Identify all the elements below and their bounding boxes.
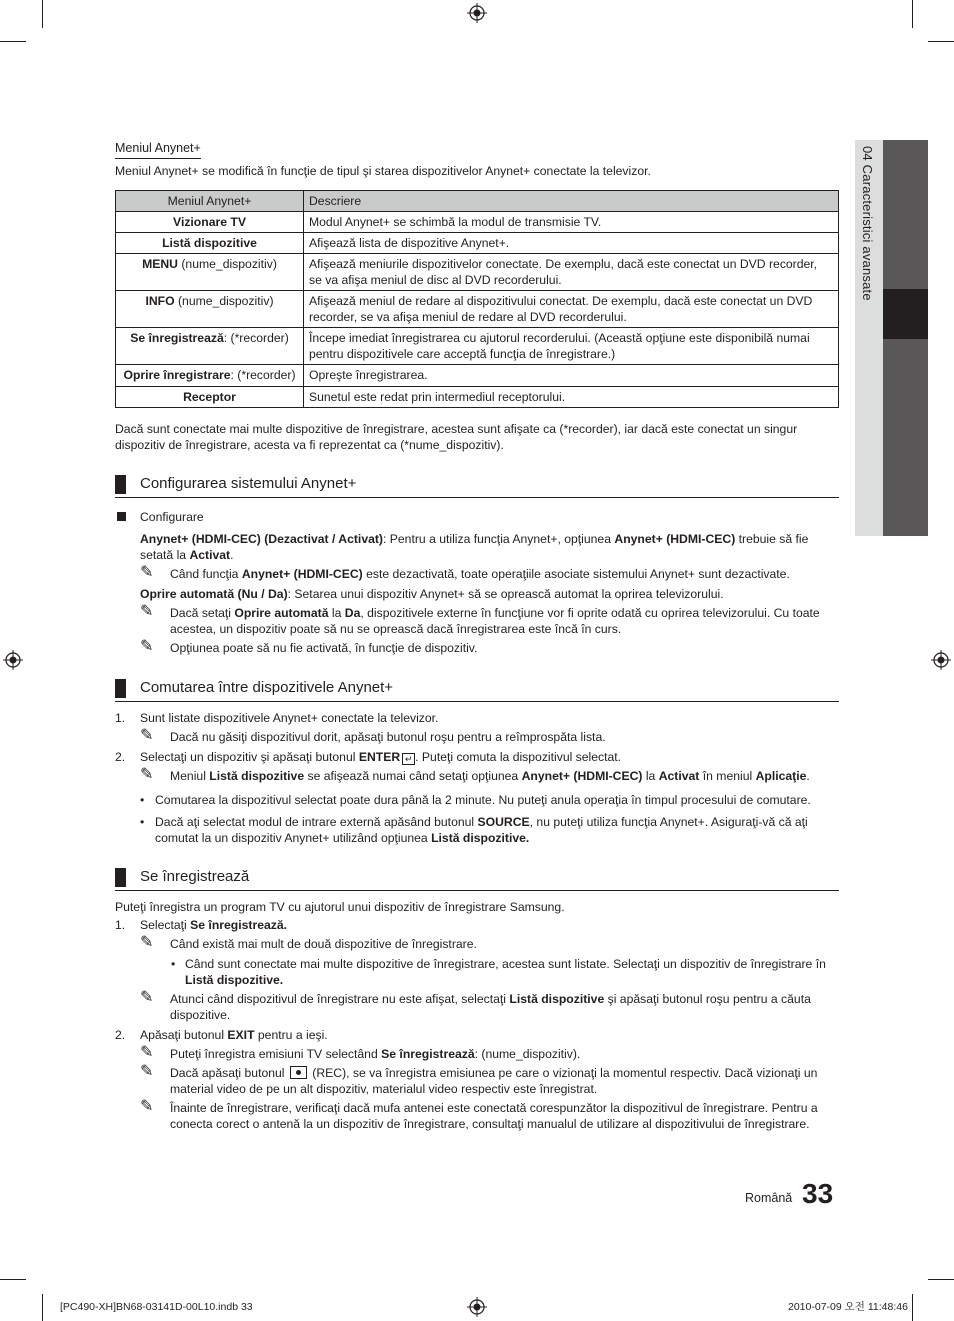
note-pencil-icon: ✎ <box>140 564 154 582</box>
table-cell-description: Începe imediat înregistrarea cu ajutorul recorderului. (Această opţiune este disponibilă numai pentru dispozitivele care acceptă funcţia de înregistrare.) <box>304 328 839 365</box>
section-heading-recording: Se înregistrează <box>115 866 839 891</box>
registration-mark-left-icon <box>3 650 23 670</box>
step-2-switching: 2. Selectaţi un dispozitiv şi apăsaţi butonul ENTER ↵ . Puteţi comuta la dispozitivul selectat. <box>115 749 622 764</box>
table-cell-description: Sunetul este redat prin intermediul receptorului. <box>304 386 839 407</box>
table-cell-menu: Vizionare TV <box>116 211 304 232</box>
page-content <box>115 140 839 1132</box>
page-number: 33 <box>802 1178 834 1209</box>
note-pencil-icon: ✎ <box>140 638 154 656</box>
anynet-menu-table <box>115 190 839 408</box>
table-footnote: Dacă sunt conectate mai multe dispozitive de înregistrare, acestea sunt afişate ca (*recorder), iar dacă este conectat un singur dispozitiv de înregistrare, acesta va fi reprezentat ca (*nume_dispozitiv). <box>115 421 798 452</box>
table-row <box>116 232 839 253</box>
note-refresh-list: ✎ Dacă nu găsiţi dispozitivul dorit, apăsaţi butonul roşu pentru a reîmprospăta lista. <box>140 726 606 744</box>
table-row <box>116 328 839 365</box>
crop-mark-bottom-left-h <box>0 1279 26 1280</box>
dot-bullet-icon: • <box>140 815 145 830</box>
note-pencil-icon: ✎ <box>140 765 154 783</box>
table-cell-menu: Receptor <box>116 386 304 407</box>
crop-mark-top-right-h <box>928 41 954 42</box>
square-bullet-icon <box>117 512 126 521</box>
table-cell-description: Modul Anynet+ se schimbă la modul de transmisie TV. <box>304 211 839 232</box>
crop-mark-bottom-left-v <box>42 1294 43 1321</box>
recording-intro: Puteţi înregistra un program TV cu ajutorul unui dispozitiv de înregistrare Samsung. <box>115 900 565 915</box>
note-recorder-not-shown: ✎ Atunci când dispozitivul de înregistrare nu este afişat, selectaţi Listă dispozitive şi apăsaţi butonul roşu pentru a căuta dispozitive. <box>140 988 811 1022</box>
crop-mark-top-right-v <box>912 0 913 28</box>
table-cell-description: Afişează meniul de redare al dispozitivului conectat. De exemplu, dacă este conectat un DVD recorder, se va afişa meniul de redare al DVD recorderului. <box>304 291 839 328</box>
menu-section-title: Meniul Anynet+ <box>115 140 201 159</box>
note-record-selection: ✎ Puteţi înregistra emisiuni TV selectând Se înregistrează: (nume_dispozitiv). <box>140 1043 581 1061</box>
note-auto-off: ✎ Dacă setaţi Oprire automată la Da, dispozitivele externe în funcţiune vor fi oprite odată cu oprirea televizorului. Cu toate acestea, un dispozitiv poate să nu se oprească dacă înregistrarea este încă în curs. <box>140 603 820 637</box>
source-mode-bullet: • Dacă aţi selectat modul de intrare externă apăsând butonul SOURCE, nu puteţi utiliza funcţia Anynet+. Asiguraţi-vă că aţi comutat la un dispozitiv Anynet+ utilizând opţiunea Listă dispozitive. <box>140 815 808 846</box>
note-rec-button: ✎ Dacă apăsaţi butonul (REC), se va înregistra emisiunea pe care o vizionaţi la momentul respectiv. Dacă vizionaţi un material video de pe un alt dispozitiv, materialul video respectiv este înregistrat. <box>140 1063 818 1097</box>
section-heading-configuration: Configurarea sistemului Anynet+ <box>115 473 839 498</box>
crop-mark-bottom-right-v <box>912 1294 913 1321</box>
chapter-tab-marker <box>883 289 928 339</box>
note-device-list-menu: ✎ Meniul Listă dispozitive se afişează numai când setaţi opţiunea Anynet+ (HDMI-CEC) la Activat în meniul Aplicaţie. <box>140 765 810 783</box>
note-pencil-icon: ✎ <box>140 988 154 1006</box>
table-cell-description: Afişează lista de dispozitive Anynet+. <box>304 232 839 253</box>
table-cell-menu: INFO (nume_dispozitiv) <box>116 291 304 328</box>
table-row <box>116 291 839 328</box>
table-header-menu: Meniul Anynet+ <box>116 190 304 211</box>
registration-mark-right-icon <box>931 650 951 670</box>
table-cell-menu: Se înregistrează: (*recorder) <box>116 328 304 365</box>
table-row <box>116 365 839 386</box>
table-cell-description: Opreşte înregistrarea. <box>304 365 839 386</box>
note-option-availability: ✎ Opţiunea poate să nu fie activată, în funcţie de dispozitiv. <box>140 638 478 656</box>
crop-mark-bottom-right-h <box>928 1279 954 1280</box>
section-bar-icon <box>115 679 126 698</box>
section-bar-icon <box>115 868 126 887</box>
step-2-recording: 2. Apăsaţi butonul EXIT pentru a ieşi. <box>115 1027 328 1042</box>
note-pencil-icon: ✎ <box>140 1063 154 1081</box>
step-1-recording: 1. Selectaţi Se înregistrează. <box>115 918 288 933</box>
registration-mark-bottom-icon <box>467 1297 487 1317</box>
configure-bullet: Configurare <box>115 509 839 525</box>
switching-duration-bullet: • Comutarea la dispozitivul selectat poate dura până la 2 minute. Nu puteţi anula operaţia în timpul procesului de comutare. <box>140 792 811 807</box>
dot-bullet-icon: • <box>140 792 145 807</box>
note-pencil-icon: ✎ <box>140 934 154 952</box>
note-multiple-recorders: ✎ Când există mai mult de două dispozitive de înregistrare. <box>140 934 477 952</box>
registration-mark-top-icon <box>467 3 487 23</box>
note-pencil-icon: ✎ <box>140 726 154 744</box>
rec-button-icon <box>290 1066 307 1079</box>
anynet-option-description: Anynet+ (HDMI-CEC) (Dezactivat / Activat): Pentru a utiliza funcţia Anynet+, opţiunea Anynet+ (HDMI-CEC) trebuie să fie setată la Activat. <box>140 531 809 562</box>
table-cell-menu: Oprire înregistrare: (*recorder) <box>116 365 304 386</box>
note-pencil-icon: ✎ <box>140 1043 154 1061</box>
table-header-description: Descriere <box>304 190 839 211</box>
table-cell-menu: Listă dispozitive <box>116 232 304 253</box>
crop-mark-top-left-h <box>0 41 26 42</box>
table-header-row <box>116 190 839 211</box>
multiple-recorders-bullet: • Când sunt conectate mai multe dispozitive de înregistrare, acestea sunt listate. Selectaţi un dispozitiv de înregistrare în Listă dispozitive. <box>171 956 826 987</box>
dot-bullet-icon: • <box>171 956 176 971</box>
section-bar-icon <box>115 475 126 494</box>
note-pencil-icon: ✎ <box>140 1098 154 1116</box>
enter-key-icon: ↵ <box>402 753 415 765</box>
table-cell-menu: MENU (nume_dispozitiv) <box>116 253 304 290</box>
auto-off-option-description: Oprire automată (Nu / Da): Setarea unui dispozitiv Anynet+ să se oprească automat la oprirea televizorului. <box>140 587 724 602</box>
print-footer-file: [PC490-XH]BN68-03141D-00L10.indb 33 <box>60 1301 253 1313</box>
note-antenna-check: ✎ Înainte de înregistrare, verificaţi dacă mufa antenei este conectată corespunzător la dispozitivul de înregistrare. Pentru a conecta corect o antenă la un dispozitiv de înregistrare, consultaţi manualul de utilizare al dispozitivului de înregistrare. <box>140 1098 818 1132</box>
crop-mark-top-left-v <box>42 0 43 28</box>
note-anynet-disabled: ✎ Când funcţia Anynet+ (HDMI-CEC) este dezactivată, toate operaţiile asociate sistemului Anynet+ sunt dezactivate. <box>140 564 790 582</box>
menu-section-intro: Meniul Anynet+ se modifică în funcţie de tipul şi starea dispozitivelor Anynet+ conectate la televizor. <box>115 163 651 178</box>
page-language: Română <box>745 1191 793 1205</box>
chapter-label: 04 Caracteristici avansate <box>860 146 876 301</box>
section-heading-switching: Comutarea între dispozitivele Anynet+ <box>115 677 839 702</box>
print-footer-timestamp: 2010-07-09 오전 11:48:46 <box>788 1301 908 1313</box>
table-row <box>116 211 839 232</box>
step-1-switching: 1. Sunt listate dispozitivele Anynet+ conectate la televizor. <box>115 710 439 725</box>
table-cell-description: Afişează meniurile dispozitivelor conectate. De exemplu, dacă este conectat un DVD recorder, se va afişa meniul de disc al DVD recorderului. <box>304 253 839 290</box>
table-row <box>116 386 839 407</box>
table-row <box>116 253 839 290</box>
note-pencil-icon: ✎ <box>140 603 154 621</box>
